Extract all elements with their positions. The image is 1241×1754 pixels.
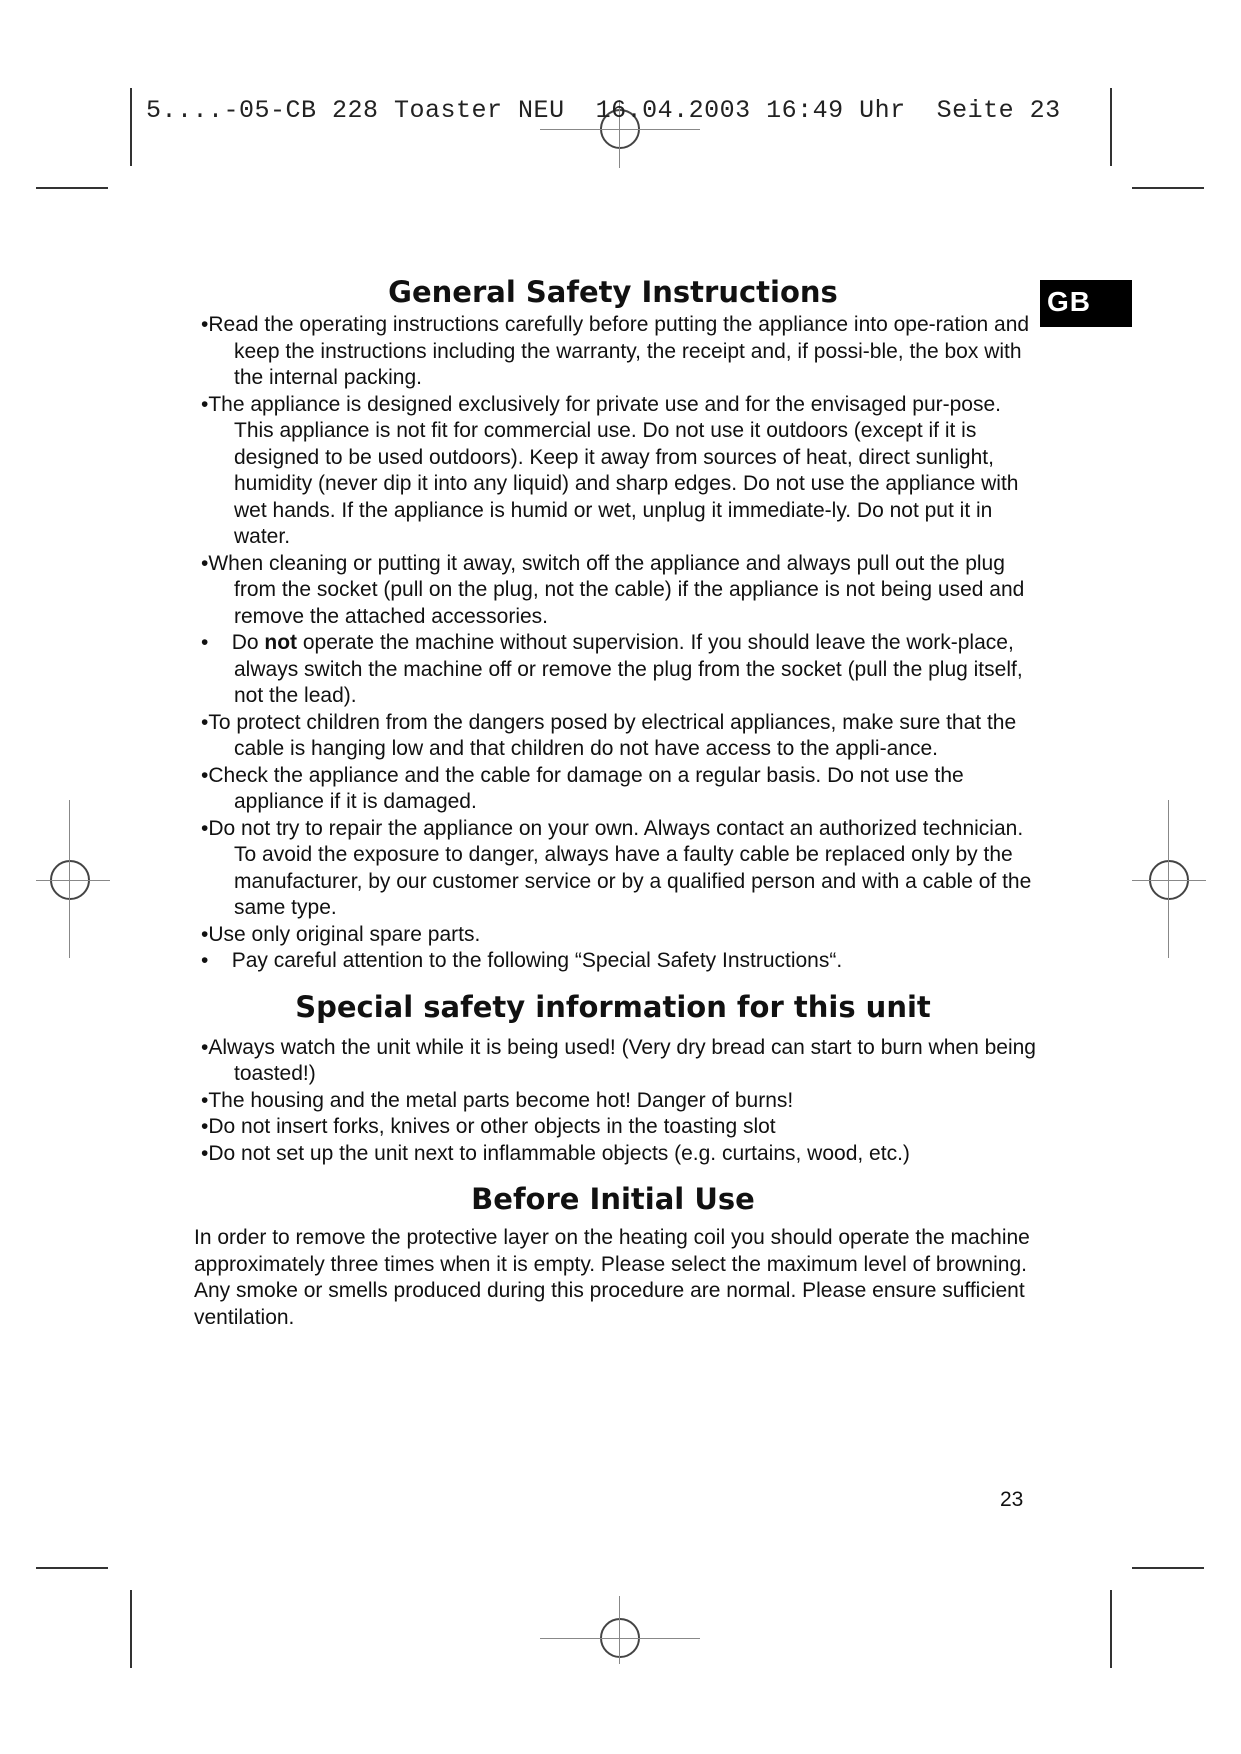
crop-mark: [36, 1567, 108, 1569]
registration-mark-line: [540, 1638, 700, 1639]
page-content: [190, 272, 1036, 1331]
crop-mark: [1110, 88, 1112, 166]
crop-mark: [36, 187, 108, 189]
section-title-before-use: Before Initial Use: [471, 1182, 755, 1216]
page-number: 23: [1000, 1488, 1024, 1511]
list-item: •Do not set up the unit next to inflammable objects (e.g. curtains, wood, etc.): [201, 1141, 910, 1165]
registration-mark-line: [1132, 880, 1206, 881]
registration-mark-line: [36, 880, 110, 881]
registration-mark-line: [619, 1596, 620, 1664]
emphasis-not: not: [264, 631, 298, 654]
list-item: •To protect children from the dangers posed by electrical appliances, make sure that the cable is hanging low and that children do not have access to the appli-ance.: [201, 710, 1017, 760]
registration-mark-line: [1168, 800, 1169, 958]
section-title-general: General Safety Instructions: [388, 275, 838, 309]
list-item: •Check the appliance and the cable for damage on a regular basis. Do not use the appliance if it is damaged.: [201, 763, 964, 813]
registration-mark-line: [69, 800, 70, 958]
crop-mark: [130, 88, 132, 166]
crop-mark: [1110, 1590, 1112, 1668]
list-item: •Do not try to repair the appliance on your own. Always contact an authorized technician. To avoid the exposure to danger, always have a faulty cable be replaced only by the manufacturer, by our customer service or by a qualified person and with a cable of the same type.: [201, 816, 1032, 919]
list-item: •Do not insert forks, knives or other objects in the toasting slot: [201, 1115, 776, 1138]
list-item: •When cleaning or putting it away, switch off the appliance and always pull out the plug from the socket (pull on the plug, not the cable) if the appliance is not being used and remove the attached accessories.: [201, 551, 1025, 628]
list-item: •The housing and the metal parts become hot! Danger of burns!: [201, 1088, 794, 1112]
crop-mark: [1132, 187, 1204, 189]
list-item: •Use only original spare parts.: [201, 922, 481, 946]
registration-mark-line: [540, 129, 700, 130]
crop-mark: [1132, 1567, 1204, 1569]
list-item: • Do not operate the machine without supervision. If you should leave the work-place, always switch the machine off or remove the plug from the socket (pull the plug itself, not the lead).: [201, 631, 1023, 707]
crop-mark: [130, 1590, 132, 1668]
list-item: •Always watch the unit while it is being used! (Very dry bread can start to burn when being toasted!): [201, 1035, 1036, 1085]
list-item: •Read the operating instructions carefully before putting the appliance into ope-ration and keep the instructions including the warranty, the receipt and, if possi-ble, the box with the internal packing.: [201, 313, 1030, 389]
special-safety-list: [190, 1035, 1036, 1168]
list-item: • Pay careful attention to the following “Special Safety Instructions“.: [201, 949, 843, 972]
print-slug-header: 5....-05-CB 228 Toaster NEU 16.04.2003 16:49 Uhr Seite 23: [146, 96, 1061, 125]
language-tab: GB: [1040, 280, 1132, 327]
general-safety-list: [190, 312, 1036, 975]
section-title-special: Special safety information for this unit: [295, 989, 931, 1024]
before-use-paragraph: In order to remove the protective layer on the heating coil you should operate the machine approximately three times when it is empty. Please select the maximum level of browning. Any smoke or smells produced during this procedure are normal. Please ensure sufficient ventilation.: [194, 1226, 1030, 1329]
list-item: •The appliance is designed exclusively for private use and for the envisaged pur-pose. This appliance is not fit for commercial use. Do not use it outdoors (except if it is designed to be used outdoors). Keep it away from sources of heat, direct sunlight, humidity (never dip it into any liquid) and sharp edges. Do not use the appliance with wet hands. If the appliance is humid or wet, unplug it immediate-ly. Do not put it in water.: [201, 392, 1019, 548]
